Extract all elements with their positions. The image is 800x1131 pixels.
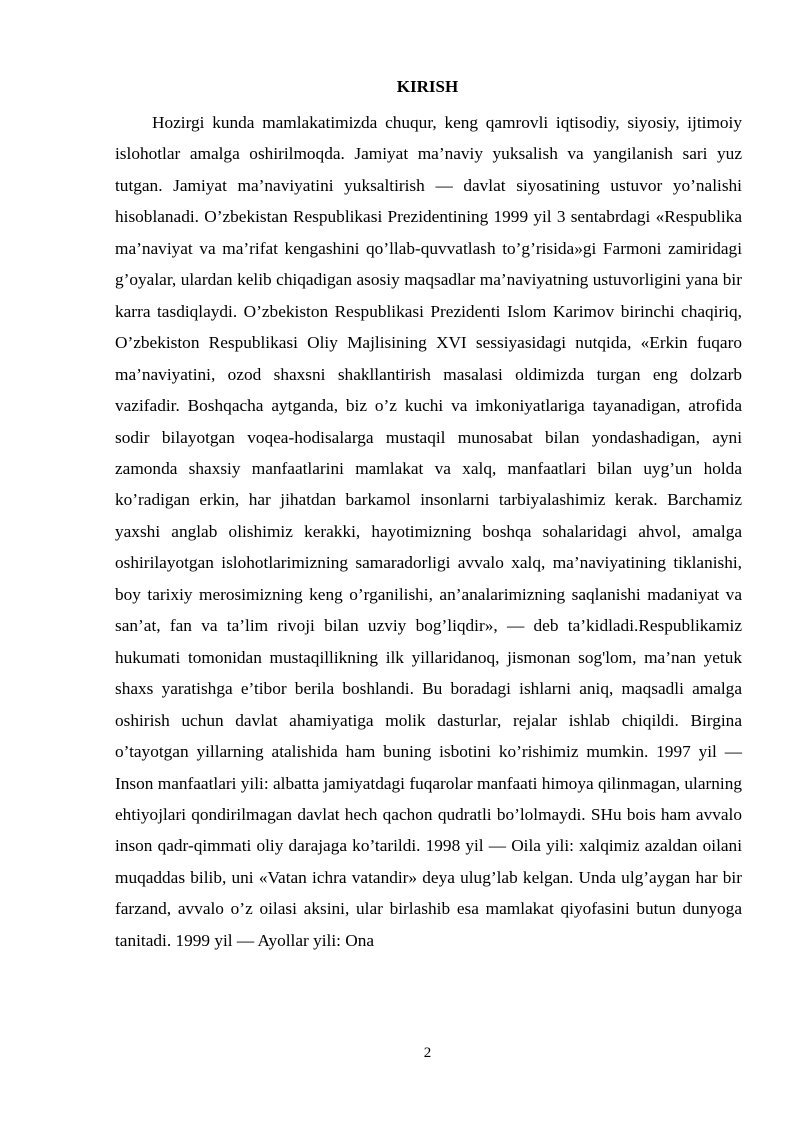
body-paragraph: Hozirgi kunda mamlakatimizda chuqur, keng qamrovli iqtisodiy, siyosiy, ijtimoiy islohotlar amalga oshirilmoqda. Jamiyat ma’naviy yuksalish va yangilanish sari yuz tutgan. Jamiyat ma’naviyatini yuksaltirish — davlat siyosatining ustuvor yo’nalishi hisoblanadi. O’zbekistan Respublikasi Prezidentining 1999 yil 3 sentabrdagi «Respublika ma’naviyat va ma’rifat kengashini qo’llab-quvvatlash to’g’risida»gi Farmoni zamiridagi g’oyalar, ulardan kelib chiqadigan asosiy maqsadlar ma’naviyatning ustuvorligini yana bir karra tasdiqlaydi. O’zbekiston Respublikasi Prezidenti Islom Karimov birinchi chaqiriq, O’zbekiston Respublikasi Oliy Majlisining XVI sessiyasidagi nutqida, «Erkin fuqaro ma’naviyatini, ozod shaxsni shakllantirish masalasi oldimizda turgan eng dolzarb vazifadir. Boshqacha aytganda, biz o’z kuchi va imkoniyatlariga tayanadigan, atrofida sodir bilayotgan voqea-hodisalarga mustaqil munosabat bilan yondashadigan, ayni zamonda shaxsiy manfaatlarini mamlakat va xalq, manfaatlari bilan uyg’un holda ko’radigan erkin, har jihatdan barkamol insonlarni tarbiyalashimiz kerak. Barchamiz yaxshi anglab olishimiz kerakki, hayotimizning boshqa sohalaridagi ahvol, amalga oshirilayotgan islohotlarimizning samaradorligi avvalo xalq, ma’naviyatining tiklanishi, boy tarixiy merosimizning keng o’rganilishi, an’analarimizning saqlanishi madaniyat va san’at, fan va ta’lim rivoji bilan uzviy bog’liqdir», — deb ta’kidladi.Respublikamiz hukumati tomonidan mustaqillikning ilk yillaridanoq, jismonan sog'lom, ma’nan yetuk shaxs yaratishga e’tibor berila boshlandi. Bu boradagi ishlarni aniq, maqsadli amalga oshirish uchun davlat ahamiyatiga molik dasturlar, rejalar ishlab chiqildi. Birgina o’tayotgan yillarning atalishida ham buning isbotini ko’rishimiz mumkin. 1997 yil — Inson manfaatlari yili: albatta jamiyatdagi fuqarolar manfaati himoya qilinmagan, ularning ehtiyojlari qondirilmagan davlat hech qachon qudratli bo’lolmaydi. SHu bois ham avvalo inson qadr-qimmati oliy darajaga ko’tarildi. 1998 yil — Oila yili: xalqimiz azaldan oilani muqaddas bilib, uni «Vatan ichra vatandir» deya ulug’lab kelgan. Unda ulg’aygan har bir farzand, avvalo o’z oilasi aksini, ular birlashib esa mamlakat qiyofasini butun dunyoga tanitadi. 1999 yil — Ayollar yili: Ona <box>115 113 742 950</box>
page-number: 2 <box>423 1045 432 1061</box>
page-title: KIRISH <box>396 77 459 96</box>
